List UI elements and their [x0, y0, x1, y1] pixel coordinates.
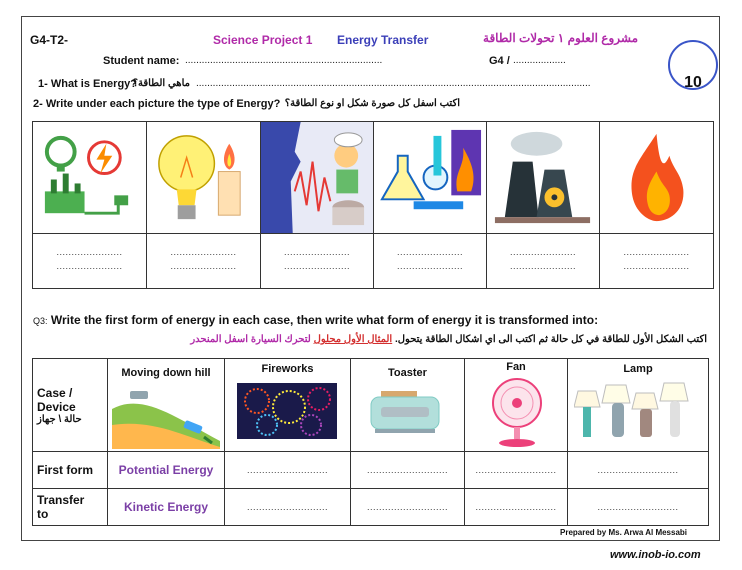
answer-field[interactable]: ...................... ...................... — [56, 247, 123, 272]
prepared-by: Prepared by Ms. Arwa Al Messabi — [560, 528, 688, 537]
q2-picture-table — [32, 121, 714, 289]
answer-field[interactable]: ...................... ...................... — [170, 247, 237, 272]
picture-cell-chemical — [374, 122, 487, 234]
fire-image — [600, 122, 713, 233]
nuclear-plant-image — [487, 122, 599, 233]
fan-image — [483, 377, 551, 449]
picture-cell-light — [147, 122, 261, 234]
hill-car-image — [112, 385, 220, 449]
first-form-field[interactable]: ........................... — [597, 465, 679, 475]
picture-cell-sound — [261, 122, 374, 234]
chemical-lab-image — [374, 122, 486, 233]
column-fan — [465, 359, 568, 452]
q3-arabic-example: المثال الأول محلول — [313, 334, 393, 345]
electricity-icon — [33, 122, 146, 233]
column-moving-down-hill — [108, 359, 225, 452]
transfer-field[interactable]: ........................... — [475, 502, 557, 512]
column-title: Fireworks — [261, 363, 314, 375]
sound-drum-image — [261, 122, 373, 233]
column-title: Moving down hill — [121, 367, 211, 379]
bulb-candle-image — [147, 122, 260, 233]
class-label: G4 / — [489, 55, 510, 67]
q3-transfer-table — [32, 358, 709, 526]
q3-arabic-rest: لتحرك السيارة اسفل المنحدر — [190, 334, 311, 345]
transfer-label: Transfer to — [37, 493, 85, 521]
fireworks-image — [237, 383, 337, 439]
case-label: Case / Device — [37, 385, 76, 414]
column-fireworks — [225, 359, 351, 452]
transfer-field[interactable]: ........................... — [597, 502, 679, 512]
q1-answer-field[interactable]: .............................................................................................................................................. — [196, 78, 591, 89]
transfer-label-cell — [33, 489, 108, 526]
q1-arabic: ماهي الطاقة؟ — [132, 78, 190, 89]
student-name-label: Student name: — [103, 55, 180, 67]
q3-text: Write the first form of energy in each case, then write what form of energy it is transformed into: — [50, 313, 599, 327]
transfer-example: Kinetic Energy — [123, 500, 209, 514]
first-form-field[interactable]: ........................... — [246, 465, 328, 475]
q3-question — [33, 313, 598, 327]
picture-cell-nuclear — [487, 122, 600, 234]
score-value: 10 — [684, 74, 702, 91]
column-title: Lamp — [623, 363, 653, 375]
picture-cell-heat — [600, 122, 714, 234]
transfer-field[interactable]: ........................... — [246, 502, 328, 512]
q3-prefix: Q3: — [33, 316, 48, 326]
class-field[interactable]: ................... — [513, 55, 566, 66]
website-watermark: www.inob-io.com — [610, 549, 701, 561]
answer-field[interactable]: ...................... ...................... — [396, 247, 463, 272]
q1-question: 1- What is Energy? — [38, 78, 138, 90]
transfer-example-cell — [108, 489, 225, 526]
column-lamp — [568, 359, 709, 452]
column-title: Toaster — [388, 367, 427, 379]
answer-field[interactable]: ...................... ...................... — [283, 247, 350, 272]
worksheet-code: G4-T2- — [30, 33, 69, 47]
q3-arabic-main: اكتب الشكل الأول للطاقة في كل حالة ثم اكتب الى اي اشكال الطاقة يتحول. — [394, 334, 707, 345]
first-form-field[interactable]: ........................... — [475, 465, 557, 475]
student-name-field[interactable]: ....................................................................... — [185, 55, 383, 66]
first-form-label-cell — [33, 452, 108, 489]
first-form-example-cell — [108, 452, 225, 489]
lamps-image — [574, 381, 702, 445]
picture-cell-electricity — [33, 122, 147, 234]
case-arabic: حالة \ جهاز — [37, 413, 82, 425]
first-form-label: First form — [37, 463, 94, 477]
answer-field[interactable]: ...................... ...................... — [623, 247, 690, 272]
first-form-field[interactable]: ........................... — [366, 465, 448, 475]
toaster-image — [367, 389, 447, 435]
first-form-example: Potential Energy — [118, 463, 214, 477]
arabic-title: مشروع العلوم ١ تحولات الطاقة — [483, 31, 638, 45]
q2-arabic: اكتب اسفل كل صورة شكل او نوع الطاقة؟ — [284, 98, 460, 109]
topic-title: Energy Transfer — [337, 33, 429, 47]
answer-field[interactable]: ...................... ...................... — [509, 247, 576, 272]
q2-question: 2- Write under each picture the type of Energy? — [33, 98, 281, 110]
project-title: Science Project 1 — [213, 33, 313, 47]
q3-arabic — [190, 334, 707, 345]
case-header-cell — [33, 359, 108, 452]
transfer-field[interactable]: ........................... — [366, 502, 448, 512]
column-title: Fan — [506, 361, 526, 373]
column-toaster — [351, 359, 465, 452]
